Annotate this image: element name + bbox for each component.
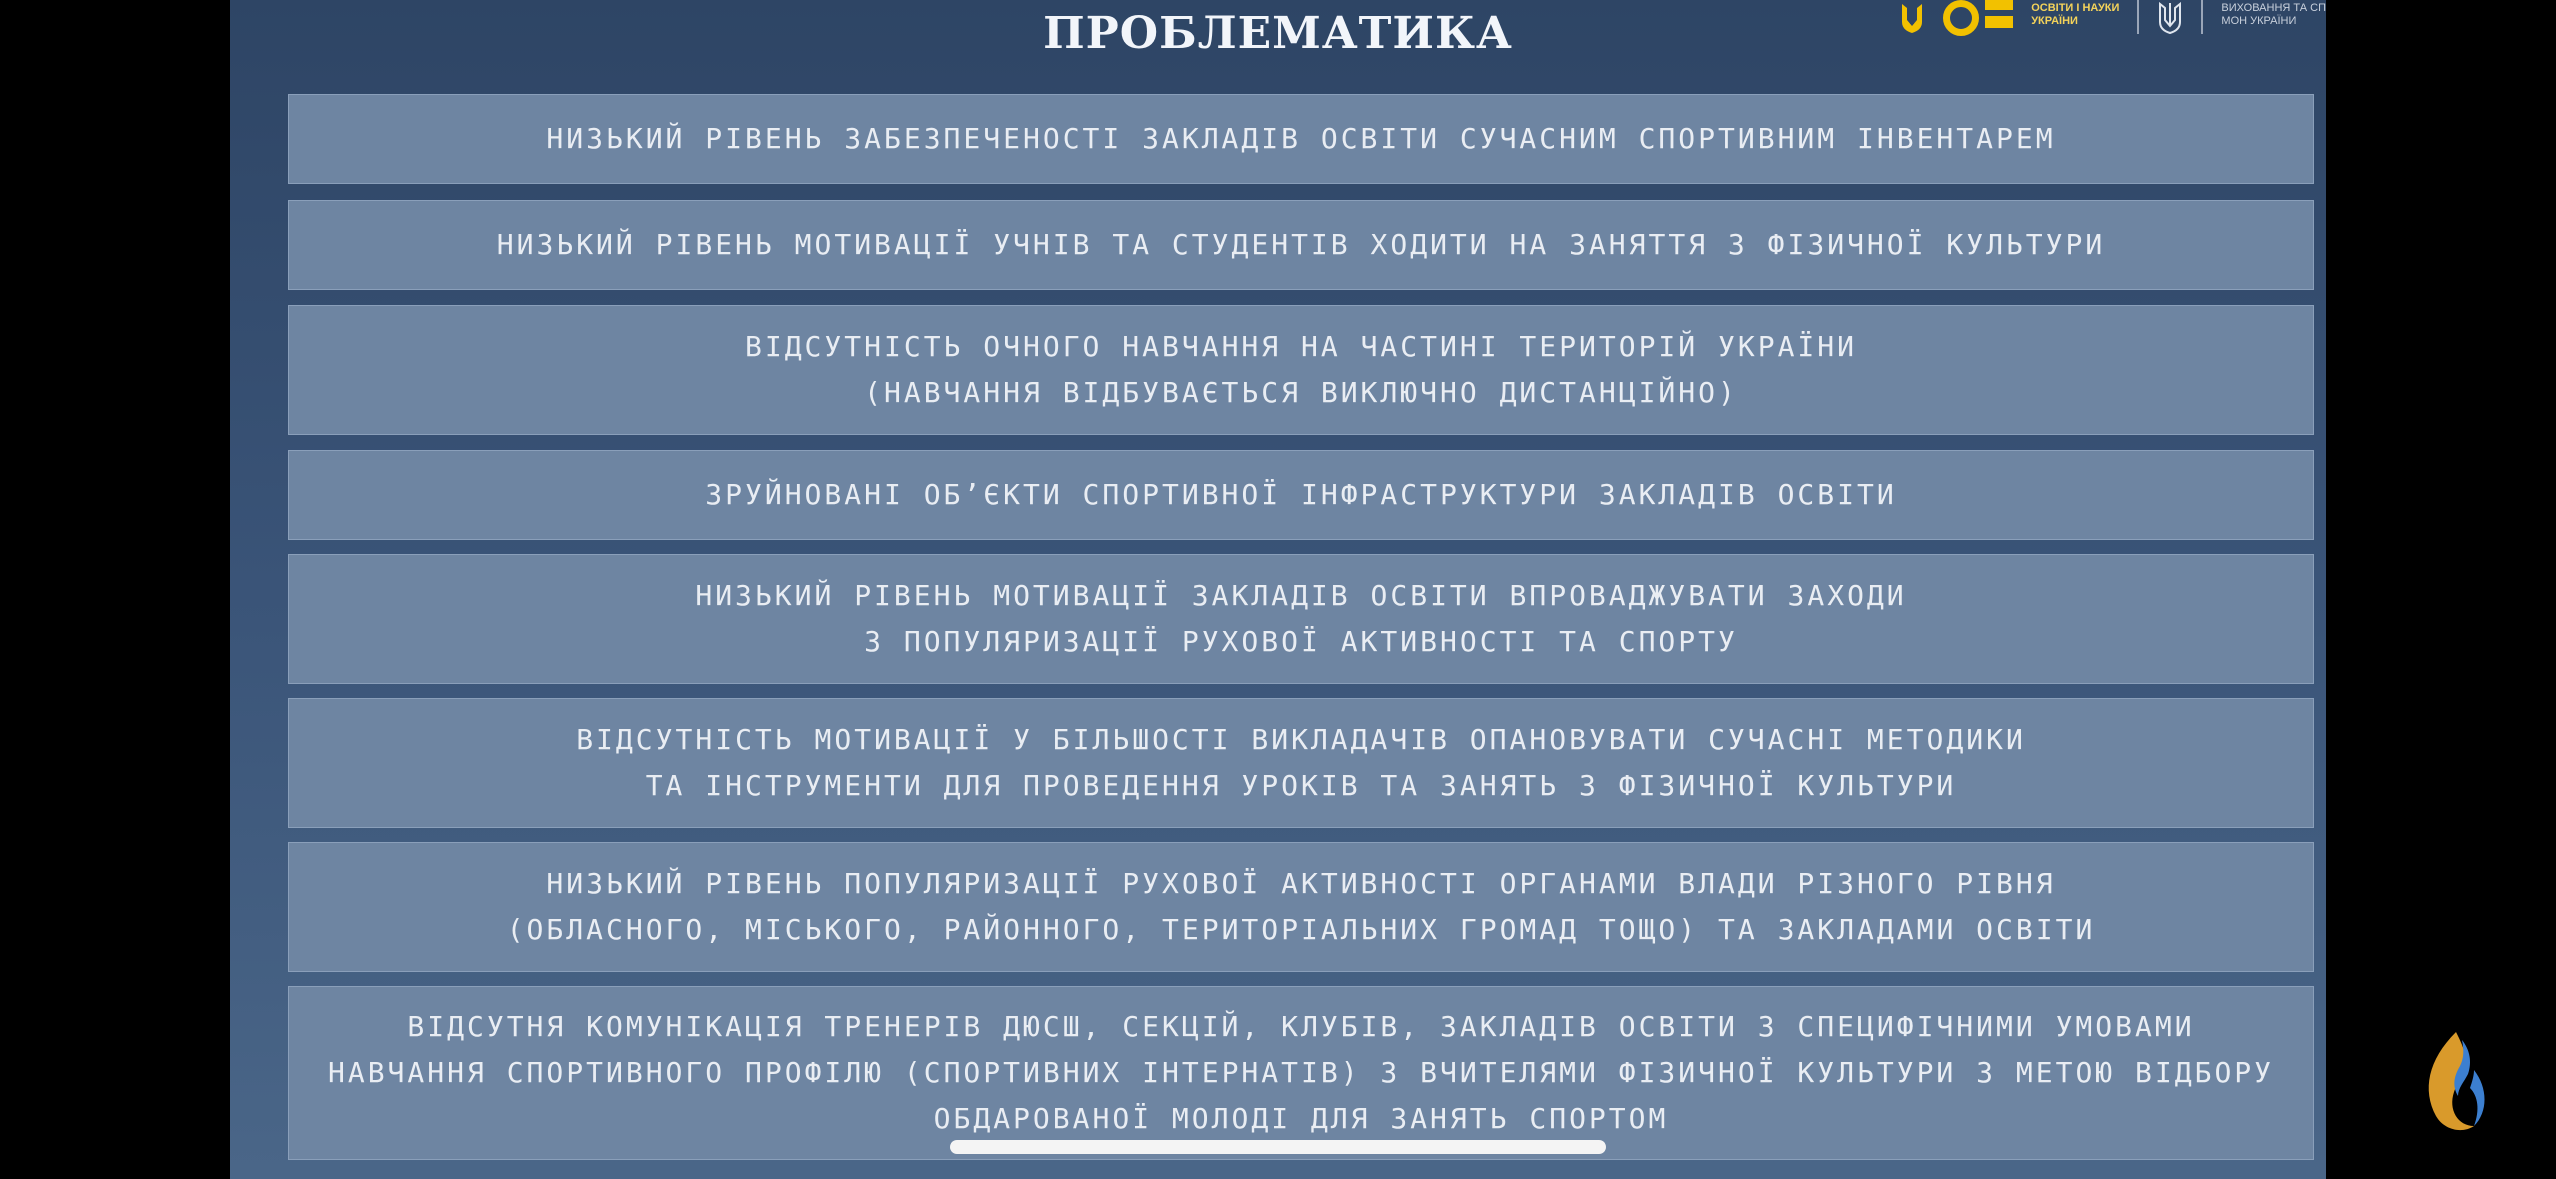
- problem-item: [288, 698, 2314, 828]
- problem-text: ВІДСУТНІСТЬ ОЧНОГО НАВЧАННЯ НА ЧАСТИНІ ТЕРИТОРІЙ УКРАЇНИ: [744, 330, 1857, 363]
- problem-item: [288, 842, 2314, 972]
- trident-icon: [2157, 0, 2183, 36]
- logo-separator: [2201, 0, 2203, 34]
- problem-item: [288, 554, 2314, 684]
- home-indicator-bar[interactable]: [950, 1140, 1606, 1154]
- header-logos: [1899, 0, 2326, 40]
- problem-text: НИЗЬКИЙ РІВЕНЬ МОТИВАЦІЇ ЗАКЛАДІВ ОСВІТИ ВПРОВАДЖУВАТИ ЗАХОДИ: [695, 579, 1907, 612]
- department-logo-text: ВИХОВАННЯ ТА СП МОН УКРАЇНИ: [2221, 2, 2326, 27]
- logo-separator: [2137, 0, 2139, 34]
- problem-text: (НАВЧАННЯ ВІДБУВАЄТЬСЯ ВИКЛЮЧНО ДИСТАНЦІЙНО): [864, 376, 1738, 409]
- problem-item: [288, 450, 2314, 540]
- mon-logo-icon: [1943, 0, 2013, 36]
- problem-item: [288, 986, 2314, 1160]
- problem-text: НАВЧАННЯ СПОРТИВНОГО ПРОФІЛЮ (СПОРТИВНИХ ІНТЕРНАТІВ) З ВЧИТЕЛЯМИ ФІЗИЧНОЇ КУЛЬТУРИ З МЕТОЮ ВІДБОРУ: [327, 1056, 2275, 1089]
- problem-text: НИЗЬКИЙ РІВЕНЬ ЗАБЕЗПЕЧЕНОСТІ ЗАКЛАДІВ ОСВІТИ СУЧАСНИМ СПОРТИВНИМ ІНВЕНТАРЕМ: [546, 122, 2056, 155]
- presentation-slide: [230, 0, 2326, 1179]
- problem-text: ВІДСУТНЯ КОМУНІКАЦІЯ ТРЕНЕРІВ ДЮСШ, СЕКЦІЙ, КЛУБІВ, ЗАКЛАДІВ ОСВІТИ З СПЕЦИФІЧНИМИ УМОВАМИ: [407, 1010, 2195, 1043]
- trident-icon: [1899, 0, 1925, 36]
- problem-text: НИЗЬКИЙ РІВЕНЬ МОТИВАЦІЇ УЧНІВ ТА СТУДЕНТІВ ХОДИТИ НА ЗАНЯТТЯ З ФІЗИЧНОЇ КУЛЬТУРИ: [496, 228, 2106, 261]
- problem-item: [288, 305, 2314, 435]
- slide-title: ПРОБЛЕМАТИКА: [1043, 8, 1513, 59]
- problem-text: З ПОПУЛЯРИЗАЦІЇ РУХОВОЇ АКТИВНОСТІ ТА СПОРТУ: [864, 625, 1738, 658]
- mon-logo-text: ОСВІТИ І НАУКИ УКРАЇНИ: [2031, 2, 2120, 27]
- problem-text: ЗРУЙНОВАНІ ОБ’ЄКТИ СПОРТИВНОЇ ІНФРАСТРУКТУРИ ЗАКЛАДІВ ОСВІТИ: [705, 478, 1897, 511]
- problem-text: ВІДСУТНІСТЬ МОТИВАЦІЇ У БІЛЬШОСТІ ВИКЛАДАЧІВ ОПАНОВУВАТИ СУЧАСНІ МЕТОДИКИ: [576, 723, 2026, 756]
- problem-text: (ОБЛАСНОГО, МІСЬКОГО, РАЙОННОГО, ТЕРИТОРІАЛЬНИХ ГРОМАД ТОЩО) ТА ЗАКЛАДАМИ ОСВІТИ: [506, 913, 2096, 946]
- flame-logo-icon: [2418, 1030, 2492, 1134]
- problem-text: ТА ІНСТРУМЕНТИ ДЛЯ ПРОВЕДЕННЯ УРОКІВ ТА ЗАНЯТЬ З ФІЗИЧНОЇ КУЛЬТУРИ: [645, 769, 1957, 802]
- problem-text: НИЗЬКИЙ РІВЕНЬ ПОПУЛЯРИЗАЦІЇ РУХОВОЇ АКТИВНОСТІ ОРГАНАМИ ВЛАДИ РІЗНОГО РІВНЯ: [546, 867, 2056, 900]
- problem-item: [288, 94, 2314, 184]
- problem-item: [288, 200, 2314, 290]
- problem-text: ОБДАРОВАНОЇ МОЛОДІ ДЛЯ ЗАНЯТЬ СПОРТОМ: [933, 1102, 1669, 1135]
